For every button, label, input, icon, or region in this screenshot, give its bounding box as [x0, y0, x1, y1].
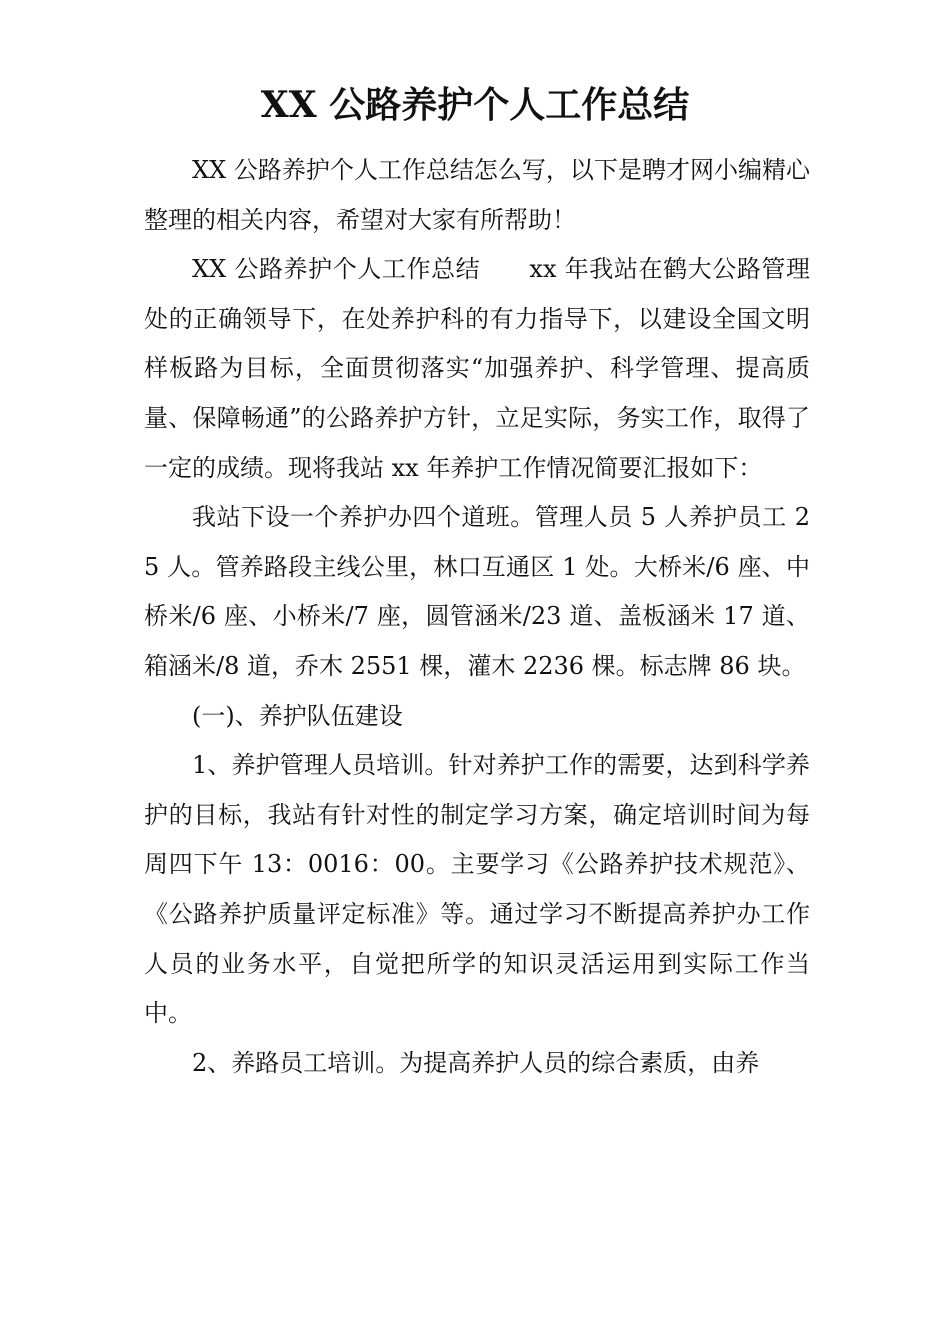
document-title: XX 公路养护个人工作总结: [260, 84, 690, 126]
paragraph-staff-training: 2、养路员工培训。为提高养护人员的综合素质，由养: [192, 1048, 760, 1077]
paragraph-intro: XX 公路养护个人工作总结怎么写，以下是聘才网小编精心整理的相关内容，希望对大家有所帮助！: [144, 156, 810, 234]
paragraph-management-training: 1、养护管理人员培训。针对养护工作的需要，达到科学养护的目标，我站有针对性的制定学习方案，确定培训时间为每周四下午 13：0016：00。主要学习《公路养护技术规范》、《公路养护质量评定标准》等。通过学习不断提高养护办工作人员的业务水平，自觉把所学的知识灵活运用到实际工作当中。: [144, 751, 810, 1028]
paragraph-summary: XX 公路养护个人工作总结 xx 年我站在鹤大公路管理处的正确领导下，在处养护科的有力指导下，以建设全国文明样板路为目标，全面贯彻落实“加强养护、科学管理、提高质量、保障畅通”的公路养护方针，立足实际，务实工作，取得了一定的成绩。现将我站 xx 年养护工作情况简要汇报如下：: [144, 255, 810, 482]
section-heading-team-building: (一)、养护队伍建设: [192, 701, 403, 730]
document-body: [144, 146, 810, 1088]
paragraph-station-overview: 我站下设一个养护办四个道班。管理人员 5 人养护员工 25 人。管养路段主线公里，林口互通区 1 处。大桥米/6 座、中桥米/6 座、小桥米/7 座，圆管涵米/23 道、盖板涵米 17 道、箱涵米/8 道，乔木 2551 棵，灌木 2236 棵。标志牌 86 块。: [144, 503, 810, 680]
